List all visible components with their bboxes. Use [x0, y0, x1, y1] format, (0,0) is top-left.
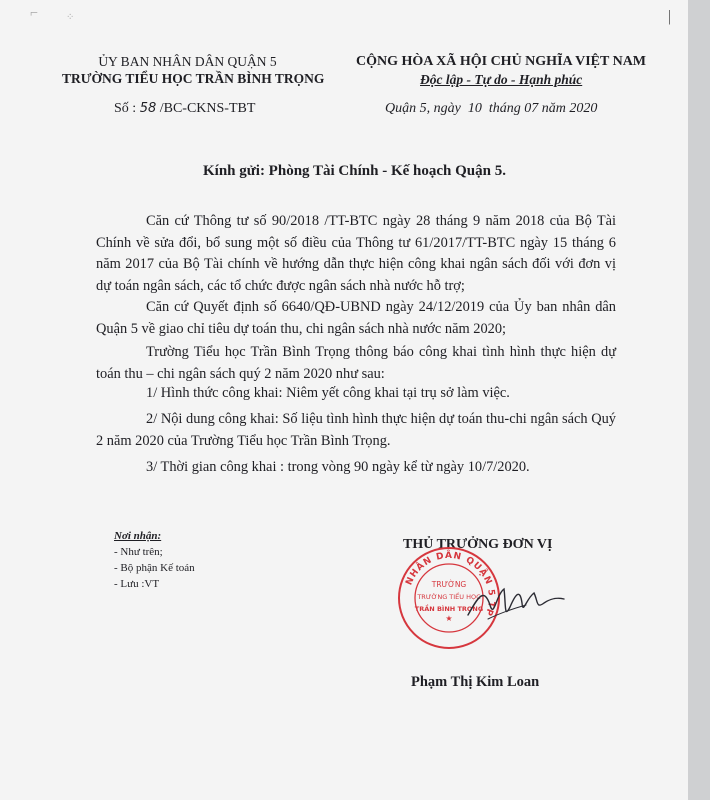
page-edge [688, 0, 710, 800]
paragraph-text: 3/ Thời gian công khai : trong vòng 90 ngày kể từ ngày 10/7/2020. [146, 459, 530, 475]
nation-motto: Độc lập - Tự do - Hạnh phúc [420, 72, 583, 87]
paragraph-text: 2/ Nội dung công khai: Số liệu tình hình thực hiện dự toán thu-chi ngân sách Quý 2 năm 2020 của Trường Tiểu học Trần Bình Trọng. [96, 411, 616, 449]
corner-mark: ⌐ [30, 6, 38, 21]
date-year: năm 2020 [541, 101, 598, 116]
document-date [385, 101, 597, 117]
date-place: Quận 5, ngày [385, 101, 461, 116]
date-month: 07 [524, 101, 539, 116]
document-number [114, 101, 255, 117]
signer-name: Phạm Thị Kim Loan [411, 674, 540, 690]
stamp-line-3: TRẦN BÌNH TRỌNG [414, 605, 484, 613]
paragraph-text: Trường Tiểu học Trần Bình Trọng thông báo công khai tình hình thực hiện dự toán thu – chi ngân sách quý 2 năm 2020 như sau: [96, 344, 616, 382]
paragraph-announcement [96, 342, 616, 385]
stamp-line-2: TRƯỜNG TIỂU HỌC [417, 593, 481, 601]
recipients-title: Nơi nhận: [114, 530, 162, 542]
recipients-item: - Như trên; [114, 546, 163, 558]
stamp-star: ★ [445, 614, 453, 623]
paragraph-item-3 [96, 457, 616, 479]
corner-mark: | [668, 8, 672, 25]
stamp-ring-text: NHÂN DÂN QUẬN 5 TP [404, 550, 497, 618]
paragraph-text: 1/ Hình thức công khai: Niêm yết công khai tại trụ sở làm việc. [146, 385, 510, 401]
number-value: 58 [139, 101, 157, 116]
number-suffix: /BC-CKNS-TBT [159, 101, 256, 116]
stamp-line-1: TRƯỜNG [431, 580, 467, 589]
paragraph-item-2 [96, 409, 616, 452]
handwritten-signature [460, 575, 570, 630]
signature-title: THỦ TRƯỞNG ĐƠN VỊ [403, 537, 553, 552]
corner-mark: ⁘ [66, 12, 75, 23]
recipients-item: - Bộ phận Kế toán [114, 562, 195, 574]
org-name: TRƯỜNG TIỂU HỌC TRẦN BÌNH TRỌNG [62, 71, 325, 86]
recipient-line: Kính gửi: Phòng Tài Chính - Kế hoạch Quận 5. [203, 163, 506, 179]
org-parent: ỦY BAN NHÂN DÂN QUẬN 5 [98, 54, 277, 69]
recipients-item: - Lưu :VT [114, 578, 160, 590]
paragraph-text: Căn cứ Quyết định số 6640/QĐ-UBND ngày 24/12/2019 của Ủy ban nhân dân Quận 5 về giao chỉ tiêu dự toán thu, chi ngân sách nhà nước năm 2020; [96, 299, 616, 337]
date-month-label: tháng [488, 101, 521, 116]
nation-title: CỘNG HÒA XÃ HỘI CHỦ NGHĨA VIỆT NAM [356, 54, 647, 69]
paragraph-legal-basis-1 [96, 211, 616, 297]
date-day: 10 [467, 101, 482, 116]
paragraph-text: Căn cứ Thông tư số 90/2018 /TT-BTC ngày 28 tháng 9 năm 2018 của Bộ Tài Chính về sửa đổi, bổ sung một số điều của Thông tư 61/2017/TT-BTC ngày 15 tháng 6 năm 2017 của Bộ Tài chính về hướng dẫn thực hiện công khai ngân sách đối với đơn vị dự toán ngân sách, các tổ chức được ngân sách nhà nước hỗ trợ; [96, 213, 616, 294]
paragraph-item-1 [96, 383, 616, 405]
paragraph-legal-basis-2 [96, 297, 616, 340]
number-prefix: Số : [114, 101, 137, 116]
